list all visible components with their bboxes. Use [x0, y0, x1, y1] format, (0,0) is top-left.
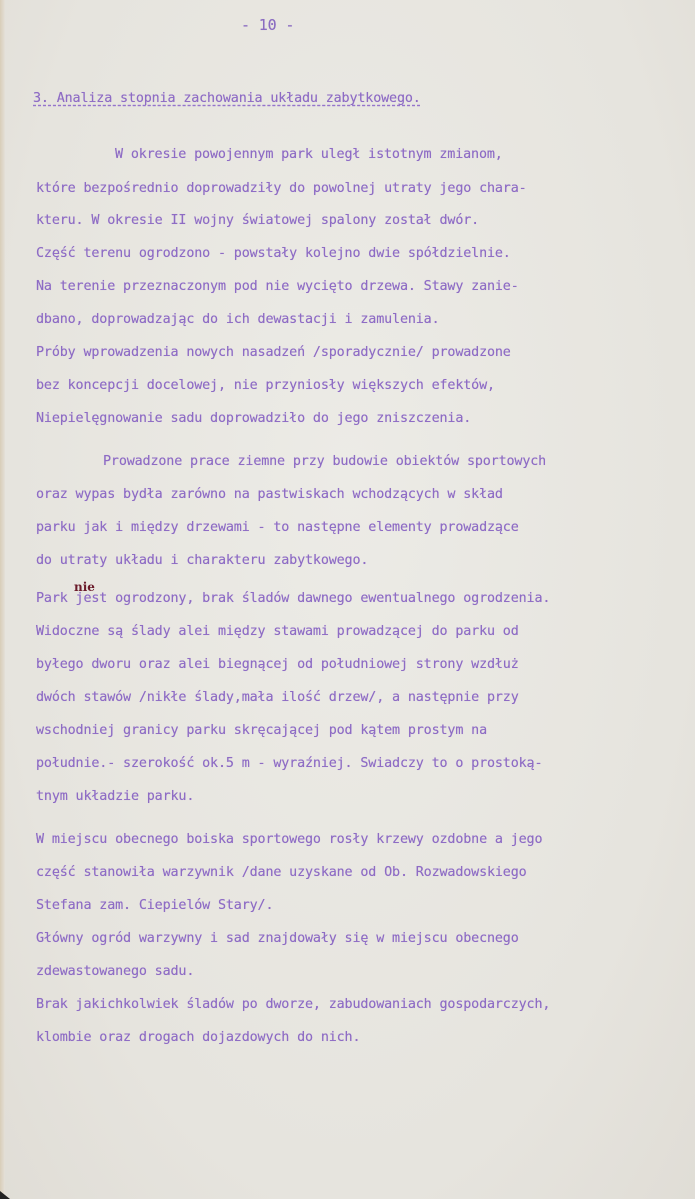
text-line: Niepielęgnowanie sadu doprowadziło do jego zniszczenia.: [36, 411, 472, 426]
text-line: Brak jakichkolwiek śladów po dworze, zabudowaniach gospodarczych,: [36, 997, 551, 1012]
text-line: Próby wprowadzenia nowych nasadzeń /sporadycznie/ prowadzone: [36, 345, 511, 360]
text-line: byłego dworu oraz alei biegnącej od południowej strony wzdłuż: [36, 657, 519, 672]
text-line: Część terenu ogrodzono - powstały kolejno dwie spółdzielnie.: [36, 246, 511, 261]
scan-corner-mark: [0, 1191, 10, 1199]
text-line: Park jest ogrodzony, brak śladów dawnego ewentualnego ogrodzenia.: [36, 591, 551, 606]
text-line: kteru. W okresie II wojny światowej spalony został dwór.: [36, 213, 480, 228]
text-line: parku jak i między drzewami - to następne elementy prowadzące: [36, 520, 519, 535]
text-line: Na terenie przeznaczonym pod nie wycięto drzewa. Stawy zanie-: [36, 279, 519, 294]
text-line: do utraty układu i charakteru zabytkowego.: [36, 553, 369, 568]
text-line: które bezpośrednio doprowadziły do powolnej utraty jego chara-: [36, 181, 527, 196]
text-line: Prowadzone prace ziemne przy budowie obiektów sportowych: [103, 454, 547, 469]
text-line: Stefana zam. Ciepielów Stary/.: [36, 898, 274, 913]
text-line: klombie oraz drogach dojazdowych do nich.: [36, 1030, 361, 1045]
page-edge: [0, 0, 5, 1199]
handwritten-annotation: nie: [74, 580, 95, 594]
text-line: dwóch stawów /nikłe ślady,mała ilość drzew/, a następnie przy: [36, 690, 519, 705]
text-line: zdewastowanego sadu.: [36, 964, 195, 979]
text-line: dbano, doprowadzając do ich dewastacji i zamulenia.: [36, 312, 440, 327]
text-line: tnym układzie parku.: [36, 789, 195, 804]
text-line: Widoczne są ślady alei między stawami prowadzącej do parku od: [36, 624, 519, 639]
text-line: część stanowiła warzywnik /dane uzyskane od Ob. Rozwadowskiego: [36, 865, 527, 880]
text-line: wschodniej granicy parku skręcającej pod kątem prostym na: [36, 723, 487, 738]
section-heading: 3. Analiza stopnia zachowania układu zabytkowego.: [33, 91, 421, 106]
page-number: - 10 -: [241, 16, 295, 34]
text-line: bez koncepcji docelowej, nie przyniosły większych efektów,: [36, 378, 495, 393]
text-line: południe.- szerokość ok.5 m - wyraźniej. Swiadczy to o prostoką-: [36, 756, 543, 771]
text-line: oraz wypas bydła zarówno na pastwiskach wchodzących w skład: [36, 487, 503, 502]
text-line: W miejscu obecnego boiska sportowego rosły krzewy ozdobne a jego: [36, 832, 543, 847]
text-line: Główny ogród warzywny i sad znajdowały się w miejscu obecnego: [36, 931, 519, 946]
text-line: W okresie powojennym park uległ istotnym zmianom,: [115, 147, 503, 162]
